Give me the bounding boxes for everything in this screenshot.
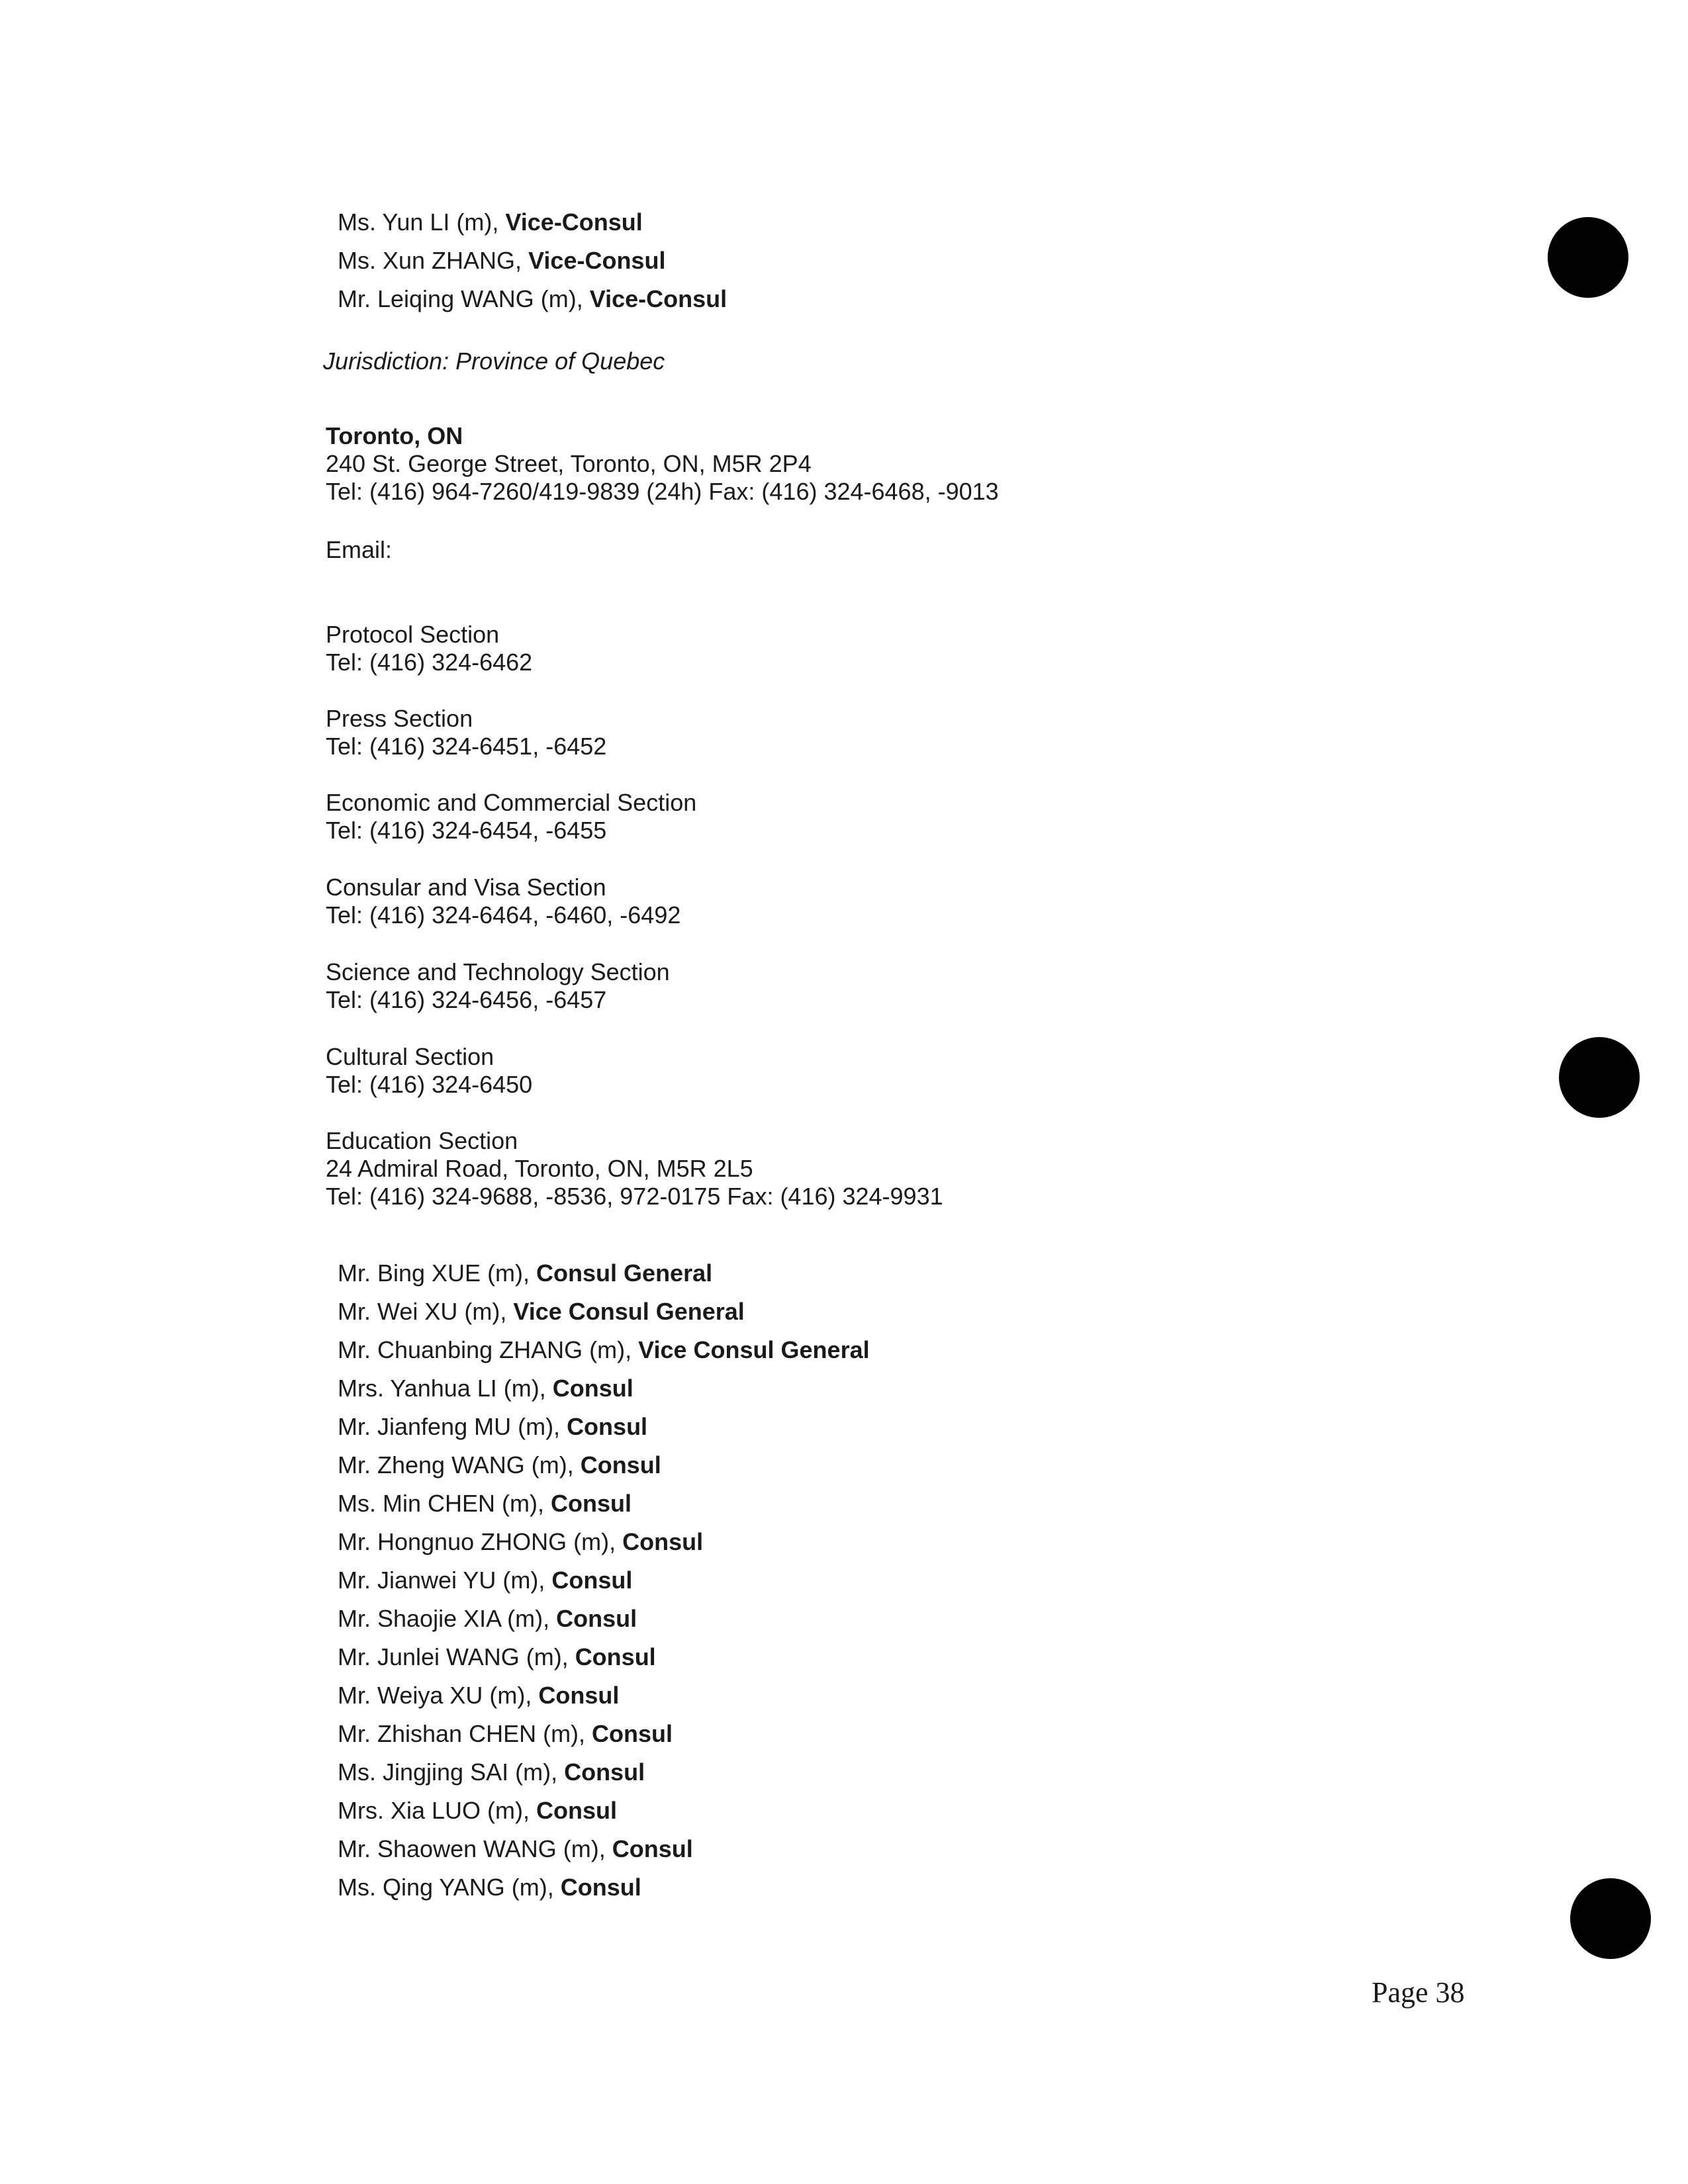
- section-phone: Tel: (416) 324-6464, -6460, -6492: [326, 901, 681, 929]
- section-name: Protocol Section: [326, 621, 500, 648]
- staff-entry: [338, 242, 727, 280]
- quebec-staff-list: [338, 203, 727, 318]
- staff-entry: [338, 1792, 870, 1830]
- staff-name: Mr. Zhishan CHEN (m),: [338, 1720, 592, 1747]
- staff-name: Mrs. Yanhua LI (m),: [338, 1375, 553, 1402]
- section-phone: Tel: (416) 324-6462: [326, 649, 533, 676]
- section-address: 24 Admiral Road, Toronto, ON, M5R 2L5: [326, 1155, 753, 1182]
- staff-title: Consul: [560, 1874, 641, 1901]
- staff-name: Ms. Yun LI (m),: [338, 208, 506, 236]
- staff-entry: [338, 1868, 870, 1907]
- staff-title: Vice-Consul: [528, 247, 666, 274]
- staff-entry: [338, 1600, 870, 1638]
- section-name: Press Section: [326, 705, 473, 732]
- jurisdiction-note: Jurisdiction: Province of Quebec: [323, 347, 665, 375]
- staff-entry: [338, 1484, 870, 1523]
- staff-name: Mr. Jianwei YU (m),: [338, 1567, 552, 1594]
- section-phone: Tel: (416) 324-6454, -6455: [326, 817, 607, 844]
- staff-entry: [338, 1331, 870, 1369]
- section-name: Consular and Visa Section: [326, 874, 606, 901]
- staff-entry: [338, 1293, 870, 1331]
- staff-entry: [338, 1254, 870, 1293]
- staff-entry: [338, 1408, 870, 1446]
- binder-hole-middle: [1559, 1037, 1640, 1118]
- staff-title: Consul: [564, 1758, 645, 1786]
- section-name: Economic and Commercial Section: [326, 789, 697, 816]
- staff-entry: [338, 1523, 870, 1561]
- section-protocol: [326, 621, 532, 676]
- staff-name: Mrs. Xia LUO (m),: [338, 1797, 537, 1824]
- staff-entry: [338, 1715, 870, 1753]
- staff-title: Consul: [622, 1528, 704, 1555]
- staff-title: Consul: [592, 1720, 673, 1747]
- staff-title: Vice-Consul: [589, 285, 727, 312]
- section-phone: Tel: (416) 324-6450: [326, 1071, 533, 1098]
- section-cultural: [326, 1043, 532, 1099]
- section-name: Cultural Section: [326, 1043, 494, 1070]
- section-education: [326, 1127, 943, 1210]
- section-name: Science and Technology Section: [326, 958, 670, 985]
- staff-name: Ms. Jingjing SAI (m),: [338, 1758, 565, 1786]
- staff-name: Mr. Wei XU (m),: [338, 1298, 514, 1325]
- staff-title: Consul: [536, 1797, 618, 1824]
- staff-title: Consul: [580, 1451, 661, 1479]
- office-address: 240 St. George Street, Toronto, ON, M5R 2P4: [326, 450, 812, 477]
- staff-entry: [338, 1676, 870, 1715]
- staff-name: Mr. Leiqing WANG (m),: [338, 285, 590, 312]
- staff-name: Mr. Jianfeng MU (m),: [338, 1413, 567, 1440]
- staff-entry: [338, 1369, 870, 1408]
- staff-title: Consul: [575, 1643, 656, 1670]
- staff-title: Consul: [551, 1567, 633, 1594]
- staff-entry: [338, 203, 727, 242]
- staff-name: Mr. Shaowen WANG (m),: [338, 1835, 612, 1862]
- section-economic-commercial: [326, 789, 696, 844]
- section-name: Education Section: [326, 1127, 518, 1154]
- page-number: Page 38: [1372, 1976, 1465, 2009]
- staff-title: Consul: [538, 1682, 620, 1709]
- staff-name: Ms. Xun ZHANG,: [338, 247, 529, 274]
- staff-name: Ms. Min CHEN (m),: [338, 1490, 551, 1517]
- staff-entry: [338, 1638, 870, 1676]
- toronto-office-block: [326, 422, 999, 506]
- staff-title: Consul: [550, 1490, 632, 1517]
- section-phone: Tel: (416) 324-6456, -6457: [326, 986, 607, 1013]
- staff-entry: [338, 1753, 870, 1792]
- binder-hole-bottom: [1570, 1878, 1651, 1959]
- staff-title: Consul: [567, 1413, 648, 1440]
- toronto-staff-list: [338, 1254, 870, 1907]
- staff-title: Consul General: [536, 1259, 713, 1287]
- staff-title: Consul: [612, 1835, 693, 1862]
- staff-name: Mr. Chuanbing ZHANG (m),: [338, 1336, 639, 1363]
- office-phone: Tel: (416) 964-7260/419-9839 (24h) Fax: (416) 324-6468, -9013: [326, 478, 999, 505]
- staff-title: Vice-Consul: [505, 208, 643, 236]
- staff-entry: [338, 1561, 870, 1600]
- staff-name: Ms. Qing YANG (m),: [338, 1874, 561, 1901]
- staff-title: Vice Consul General: [513, 1298, 745, 1325]
- staff-name: Mr. Bing XUE (m),: [338, 1259, 537, 1287]
- staff-entry: [338, 280, 727, 318]
- staff-name: Mr. Hongnuo ZHONG (m),: [338, 1528, 623, 1555]
- section-consular-visa: [326, 874, 680, 929]
- section-press: [326, 705, 606, 760]
- staff-entry: [338, 1830, 870, 1868]
- office-email-label: Email:: [326, 536, 393, 563]
- staff-name: Mr. Weiya XU (m),: [338, 1682, 539, 1709]
- staff-entry: [338, 1446, 870, 1484]
- staff-name: Mr. Shaojie XIA (m),: [338, 1605, 557, 1632]
- staff-title: Vice Consul General: [638, 1336, 870, 1363]
- section-science-technology: [326, 958, 670, 1014]
- section-phone: Tel: (416) 324-6451, -6452: [326, 733, 607, 760]
- office-name: Toronto, ON: [326, 422, 463, 449]
- staff-name: Mr. Junlei WANG (m),: [338, 1643, 575, 1670]
- section-phone: Tel: (416) 324-9688, -8536, 972-0175 Fax: (416) 324-9931: [326, 1183, 943, 1210]
- staff-name: Mr. Zheng WANG (m),: [338, 1451, 581, 1479]
- staff-title: Consul: [556, 1605, 637, 1632]
- binder-hole-top: [1548, 217, 1628, 298]
- staff-title: Consul: [552, 1375, 633, 1402]
